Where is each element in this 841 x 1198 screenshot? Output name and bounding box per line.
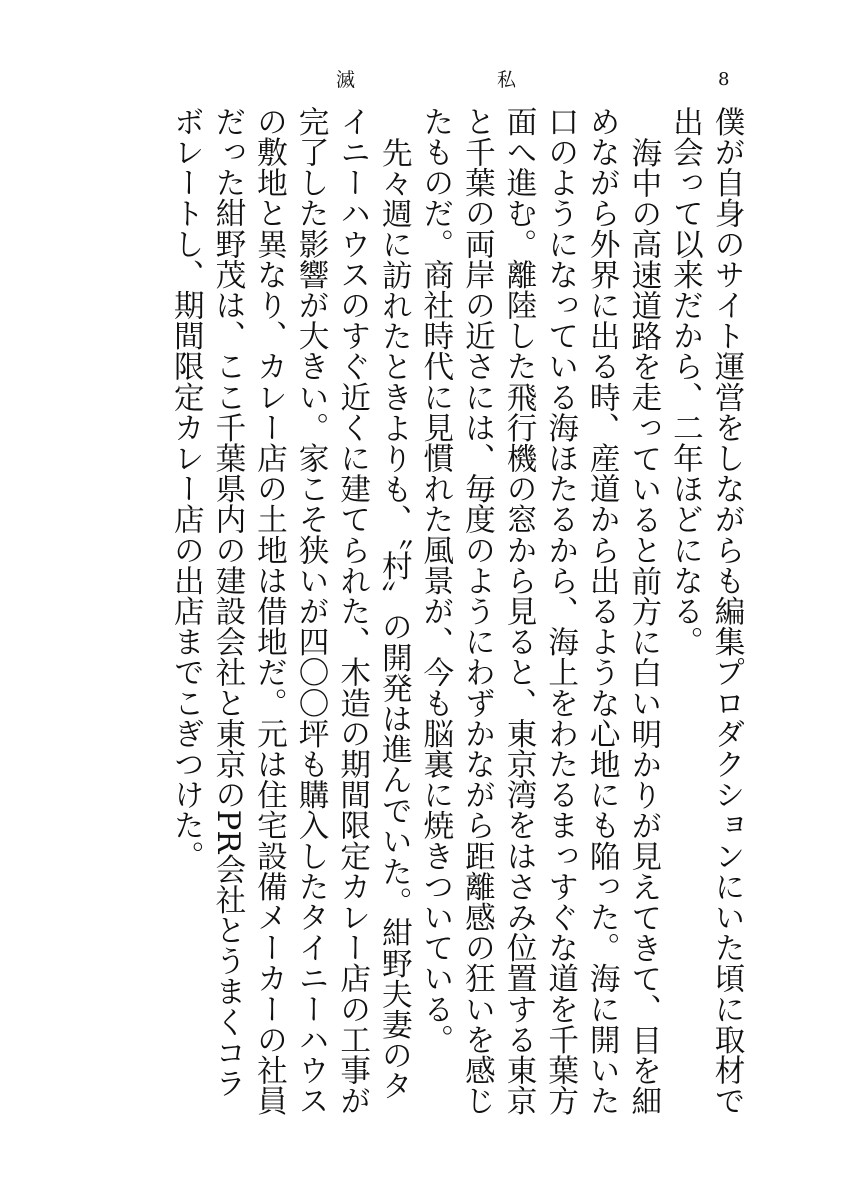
page-header xyxy=(0,60,841,100)
running-title-char: 滅 xyxy=(336,69,356,91)
paragraph: 先々週に訪れたときよりも、〝村〟の開発は進んでいた。紺野夫妻のタイニーハウスのすぐ近くに建てられた、木造の期間限定カレー店の工事が完了した影響が大きい。家こそ狭いが四〇〇坪も購入したタイニーハウスの敷地と異なり、カレー店の土地は借地だ。元は住宅設備メーカーの社員だった紺野茂は、ここ千葉県内の建設会社と東京のPR会社とうまくコラボレートし、期間限定カレー店の出店までこぎつけた。 xyxy=(168,106,412,1116)
page-number: 8 xyxy=(718,69,730,90)
running-title xyxy=(336,60,516,100)
paragraph: 海中の高速道路を走っていると前方に白い明かりが見えてきて、目を細めながら外界に出る時、産道から出るような心地にも陥った。海に開いた口のようになっている海ほたるから、海上をわたるまっすぐな道を千葉方面へ進む。離陸した飛行機の窓から見ると、東京湾をはさみ位置する東京と千葉の両岸の近さには、毎度のようにわずかながら距離感の狂いを感じたものだ。商社時代に見慣れた風景が、今も脳裏に焼きついている。 xyxy=(417,106,661,1116)
body-text xyxy=(87,106,747,1126)
running-title-char: 私 xyxy=(496,69,516,91)
paragraph: 僕が自身のサイト運営をしながらも編集プロダクションにいた頃に取材で出会って以来だから、二年ほどになる。 xyxy=(667,106,744,1116)
